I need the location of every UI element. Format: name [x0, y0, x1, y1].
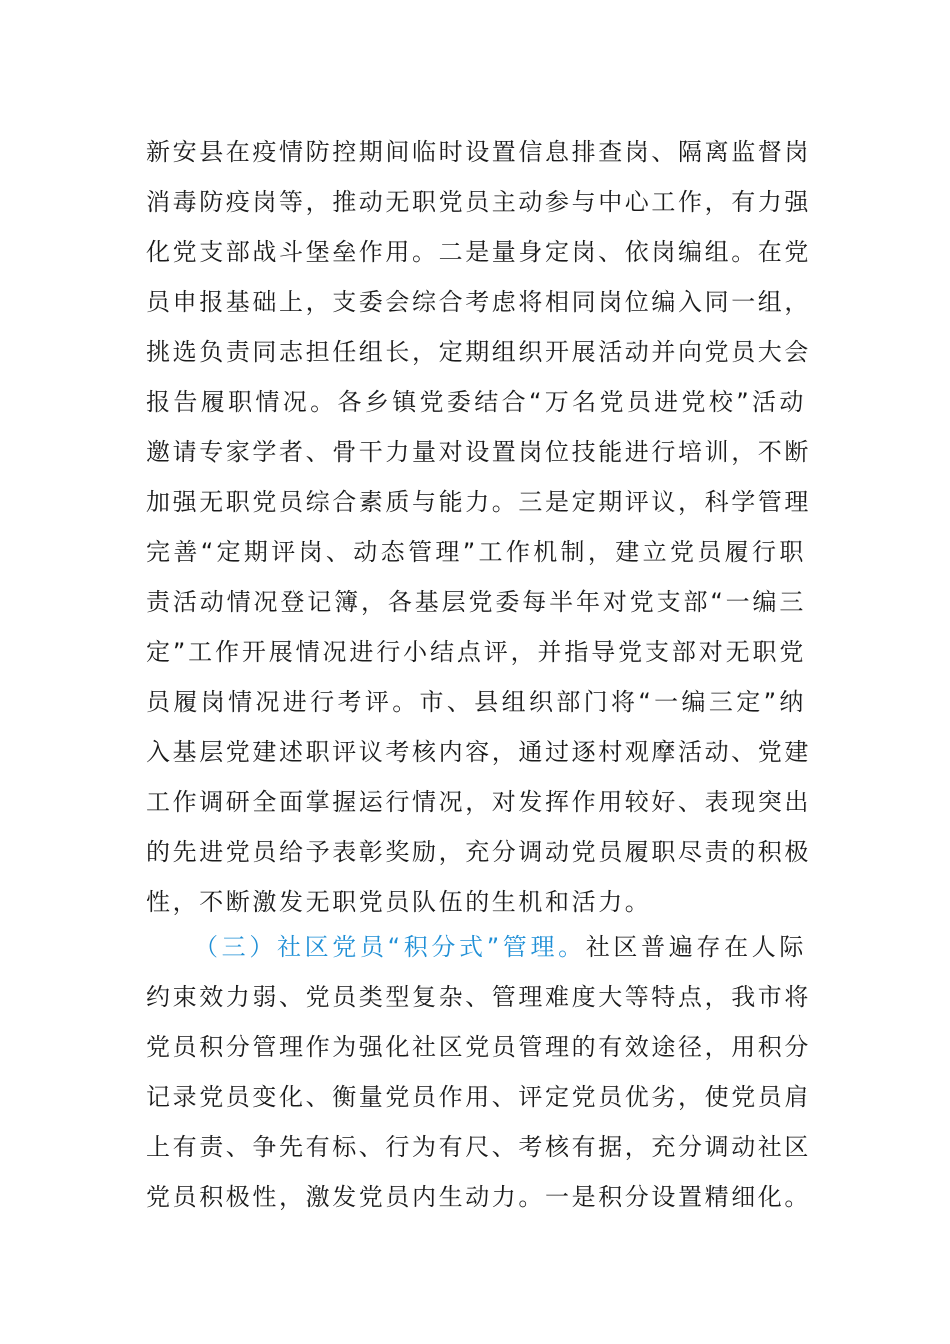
paragraph-line: 加强无职党员综合素质与能力。三是定期评议，科学管理 — [146, 488, 811, 516]
paragraph-line: 消毒防疫岗等，推动无职党员主动参与中心工作，有力强 — [146, 188, 811, 216]
paragraph-line: 员申报基础上，支委会综合考虑将相同岗位编入同一组， — [146, 288, 811, 316]
paragraph-line: 定”工作开展情况进行小结点评，并指导党支部对无职党 — [146, 638, 806, 666]
paragraph-line: 完善“定期评岗、动态管理”工作机制，建立党员履行职 — [146, 538, 806, 566]
paragraph-line: 责活动情况登记簿，各基层党委每半年对党支部“一编三 — [146, 588, 806, 616]
paragraph-line: 新安县在疫情防控期间临时设置信息排查岗、隔离监督岗 — [146, 138, 811, 166]
paragraph-line: 报告履职情况。各乡镇党委结合“万名党员进党校”活动 — [146, 388, 806, 416]
section-heading: （三）社区党员“积分式”管理。 — [194, 933, 586, 961]
section-heading-continuation: 社区普遍存在人际 — [585, 933, 806, 961]
paragraph-line: 上有责、争先有标、行为有尺、考核有据，充分调动社区 — [146, 1133, 811, 1161]
paragraph-line: 入基层党建述职评议考核内容，通过逐村观摩活动、党建 — [146, 738, 811, 766]
paragraph-line: 挑选负责同志担任组长，定期组织开展活动并向党员大会 — [146, 338, 811, 366]
paragraph-line: 邀请专家学者、骨干力量对设置岗位技能进行培训，不断 — [146, 438, 811, 466]
paragraph-line: 工作调研全面掌握运行情况，对发挥作用较好、表现突出 — [146, 788, 811, 816]
paragraph-line: 性，不断激发无职党员队伍的生机和活力。 — [146, 888, 652, 916]
paragraph-line: 记录党员变化、衡量党员作用、评定党员优劣，使党员肩 — [146, 1083, 811, 1111]
paragraph-line: 约束效力弱、党员类型复杂、管理难度大等特点，我市将 — [146, 983, 811, 1011]
section-heading-line — [194, 922, 806, 972]
paragraph-line: 员履岗情况进行考评。市、县组织部门将“一编三定”纳 — [146, 688, 806, 716]
paragraph-line: 的先进党员给予表彰奖励，充分调动党员履职尽责的积极 — [146, 838, 811, 866]
paragraph-line: 党员积分管理作为强化社区党员管理的有效途径，用积分 — [146, 1033, 811, 1061]
paragraph-line: 党员积极性，激发党员内生动力。一是积分设置精细化。 — [146, 1183, 811, 1211]
paragraph-line: 化党支部战斗堡垒作用。二是量身定岗、依岗编组。在党 — [146, 238, 811, 266]
